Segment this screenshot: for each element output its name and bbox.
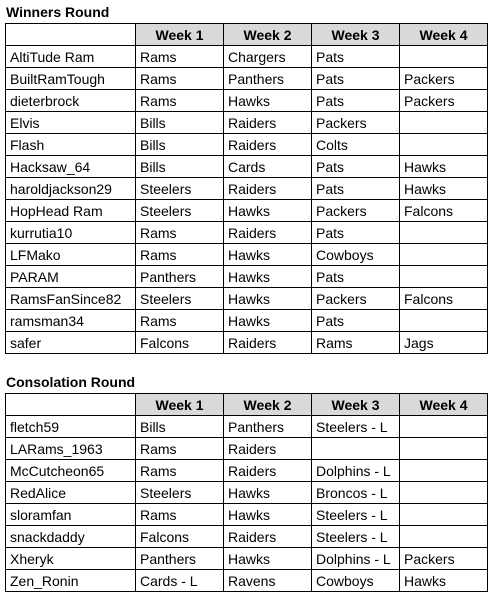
pick-cell-week-4: Hawks	[400, 156, 488, 178]
header-cell-week-4: Week 4	[400, 24, 488, 46]
table-row	[6, 504, 488, 526]
pick-cell-week-4	[400, 460, 488, 482]
player-name-cell: LFMako	[6, 244, 136, 266]
header-cell-week-2: Week 2	[224, 394, 312, 416]
player-name-cell: PARAM	[6, 266, 136, 288]
header-cell-player	[6, 24, 136, 46]
table-row	[6, 438, 488, 460]
player-name-cell: RamsFanSince82	[6, 288, 136, 310]
pick-cell-week-1: Rams	[136, 90, 224, 112]
player-name-cell: Flash	[6, 134, 136, 156]
table-row	[6, 68, 488, 90]
player-name-cell: BuiltRamTough	[6, 68, 136, 90]
pick-cell-week-4	[400, 438, 488, 460]
pick-cell-week-2: Ravens	[224, 570, 312, 592]
player-name-cell: Xheryk	[6, 548, 136, 570]
pick-cell-week-1: Panthers	[136, 548, 224, 570]
pick-cell-week-2: Raiders	[224, 526, 312, 548]
pick-cell-week-1: Bills	[136, 134, 224, 156]
pick-cell-week-3: Rams	[312, 332, 400, 354]
pick-cell-week-3: Broncos - L	[312, 482, 400, 504]
pick-cell-week-1: Bills	[136, 416, 224, 438]
pick-cell-week-1: Rams	[136, 222, 224, 244]
pick-cell-week-2: Raiders	[224, 438, 312, 460]
player-name-cell: snackdaddy	[6, 526, 136, 548]
pick-cell-week-1: Bills	[136, 112, 224, 134]
pick-cell-week-2: Hawks	[224, 244, 312, 266]
pick-cell-week-1: Rams	[136, 68, 224, 90]
table-row	[6, 222, 488, 244]
table-row	[6, 134, 488, 156]
table-row	[6, 112, 488, 134]
pick-cell-week-4	[400, 416, 488, 438]
pick-cell-week-2: Cards	[224, 156, 312, 178]
pick-cell-week-4: Packers	[400, 548, 488, 570]
pick-cell-week-2: Hawks	[224, 310, 312, 332]
header-cell-week-1: Week 1	[136, 24, 224, 46]
header-cell-week-4: Week 4	[400, 394, 488, 416]
pick-cell-week-3: Pats	[312, 266, 400, 288]
pick-cell-week-1: Steelers	[136, 200, 224, 222]
pick-cell-week-3: Pats	[312, 90, 400, 112]
pick-cell-week-3: Packers	[312, 200, 400, 222]
pick-cell-week-1: Cards - L	[136, 570, 224, 592]
pick-cell-week-3: Cowboys	[312, 244, 400, 266]
player-name-cell: Elvis	[6, 112, 136, 134]
pick-cell-week-2: Panthers	[224, 416, 312, 438]
pick-cell-week-4	[400, 266, 488, 288]
table-row	[6, 570, 488, 592]
player-name-cell: Zen_Ronin	[6, 570, 136, 592]
pick-cell-week-3: Pats	[312, 310, 400, 332]
table-row	[6, 288, 488, 310]
pick-cell-week-2: Raiders	[224, 178, 312, 200]
pick-cell-week-2: Chargers	[224, 46, 312, 68]
header-cell-week-2: Week 2	[224, 24, 312, 46]
table-row	[6, 416, 488, 438]
pick-cell-week-2: Hawks	[224, 482, 312, 504]
pick-cell-week-4	[400, 310, 488, 332]
pick-cell-week-4	[400, 526, 488, 548]
player-name-cell: RedAlice	[6, 482, 136, 504]
pick-cell-week-1: Panthers	[136, 266, 224, 288]
pick-cell-week-4: Jags	[400, 332, 488, 354]
pick-cell-week-2: Hawks	[224, 548, 312, 570]
pick-cell-week-3: Packers	[312, 288, 400, 310]
pick-cell-week-3: Packers	[312, 112, 400, 134]
pick-cell-week-2: Hawks	[224, 288, 312, 310]
consolation-round-table	[5, 393, 488, 592]
pick-cell-week-4	[400, 134, 488, 156]
player-name-cell: LARams_1963	[6, 438, 136, 460]
pick-cell-week-3: Dolphins - L	[312, 548, 400, 570]
table-row	[6, 244, 488, 266]
table-header-row	[6, 24, 488, 46]
pick-cell-week-3: Pats	[312, 46, 400, 68]
pick-cell-week-1: Rams	[136, 504, 224, 526]
table-row	[6, 156, 488, 178]
pick-cell-week-4: Hawks	[400, 178, 488, 200]
pick-cell-week-1: Rams	[136, 460, 224, 482]
pick-cell-week-3: Pats	[312, 68, 400, 90]
table-row	[6, 178, 488, 200]
player-name-cell: McCutcheon65	[6, 460, 136, 482]
pick-cell-week-3: Steelers - L	[312, 526, 400, 548]
pick-cell-week-3: Dolphins - L	[312, 460, 400, 482]
pick-cell-week-1: Rams	[136, 244, 224, 266]
pick-cell-week-1: Steelers	[136, 178, 224, 200]
table-row	[6, 200, 488, 222]
table-row	[6, 332, 488, 354]
pick-cell-week-2: Hawks	[224, 266, 312, 288]
pick-cell-week-2: Hawks	[224, 90, 312, 112]
pick-cell-week-3: Colts	[312, 134, 400, 156]
player-name-cell: sloramfan	[6, 504, 136, 526]
pick-cell-week-1: Steelers	[136, 482, 224, 504]
pick-cell-week-3: Steelers - L	[312, 416, 400, 438]
pick-cell-week-1: Steelers	[136, 288, 224, 310]
pick-cell-week-1: Bills	[136, 156, 224, 178]
player-name-cell: fletch59	[6, 416, 136, 438]
pick-cell-week-4	[400, 46, 488, 68]
pick-cell-week-3: Pats	[312, 156, 400, 178]
player-name-cell: ramsman34	[6, 310, 136, 332]
consolation-round-title: Consolation Round	[6, 374, 136, 390]
table-row	[6, 90, 488, 112]
table-header-row	[6, 394, 488, 416]
pick-cell-week-2: Hawks	[224, 200, 312, 222]
header-cell-week-3: Week 3	[312, 24, 400, 46]
table-row	[6, 310, 488, 332]
table-row	[6, 482, 488, 504]
pick-cell-week-4: Falcons	[400, 288, 488, 310]
player-name-cell: Hacksaw_64	[6, 156, 136, 178]
pick-cell-week-2: Raiders	[224, 134, 312, 156]
player-name-cell: safer	[6, 332, 136, 354]
pick-cell-week-1: Rams	[136, 46, 224, 68]
table-row	[6, 266, 488, 288]
pick-cell-week-4	[400, 244, 488, 266]
player-name-cell: AltiTude Ram	[6, 46, 136, 68]
pick-cell-week-1: Falcons	[136, 332, 224, 354]
pick-cell-week-1: Rams	[136, 310, 224, 332]
winners-round-table	[5, 23, 488, 354]
pick-cell-week-3: Steelers - L	[312, 504, 400, 526]
table-row	[6, 460, 488, 482]
pick-cell-week-3: Pats	[312, 222, 400, 244]
pick-cell-week-4: Falcons	[400, 200, 488, 222]
pick-cell-week-2: Panthers	[224, 68, 312, 90]
player-name-cell: haroldjackson29	[6, 178, 136, 200]
winners-round-title: Winners Round	[6, 4, 110, 20]
table-row	[6, 548, 488, 570]
pick-cell-week-4: Hawks	[400, 570, 488, 592]
pick-cell-week-4: Packers	[400, 90, 488, 112]
table-row	[6, 526, 488, 548]
pick-cell-week-4: Packers	[400, 68, 488, 90]
pick-cell-week-1: Rams	[136, 438, 224, 460]
pick-cell-week-3: Pats	[312, 178, 400, 200]
header-cell-player	[6, 394, 136, 416]
header-cell-week-3: Week 3	[312, 394, 400, 416]
pick-cell-week-2: Raiders	[224, 332, 312, 354]
player-name-cell: dieterbrock	[6, 90, 136, 112]
pick-cell-week-2: Raiders	[224, 112, 312, 134]
player-name-cell: HopHead Ram	[6, 200, 136, 222]
pick-cell-week-4	[400, 482, 488, 504]
header-cell-week-1: Week 1	[136, 394, 224, 416]
pick-cell-week-2: Raiders	[224, 222, 312, 244]
pick-cell-week-4	[400, 504, 488, 526]
pick-cell-week-4	[400, 222, 488, 244]
pick-cell-week-2: Hawks	[224, 504, 312, 526]
player-name-cell: kurrutia10	[6, 222, 136, 244]
pick-cell-week-1: Falcons	[136, 526, 224, 548]
table-row	[6, 46, 488, 68]
pick-cell-week-4	[400, 112, 488, 134]
pick-cell-week-3	[312, 438, 400, 460]
pick-cell-week-3: Cowboys	[312, 570, 400, 592]
pick-cell-week-2: Raiders	[224, 460, 312, 482]
